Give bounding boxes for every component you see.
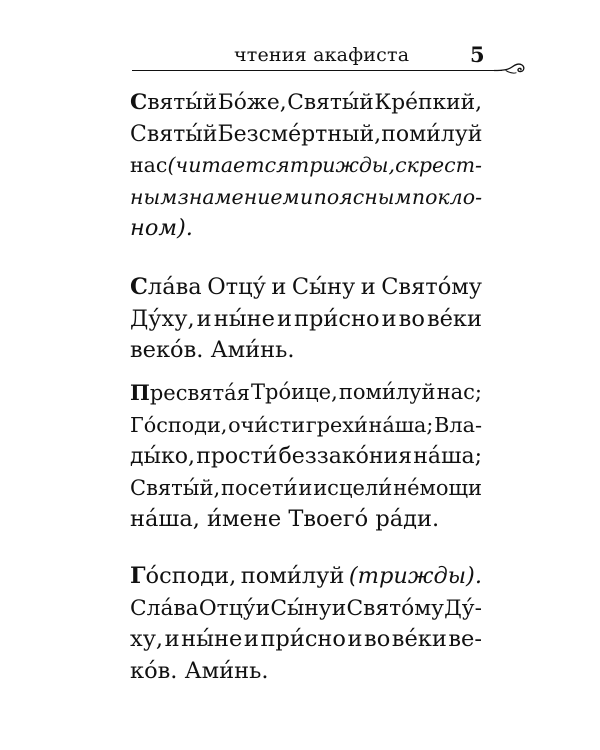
text-run: ды́ко, (130, 444, 196, 469)
word (300, 182, 313, 214)
word (339, 377, 436, 410)
text-run: во (364, 626, 391, 652)
word (374, 87, 482, 119)
word (287, 87, 373, 119)
word (130, 150, 167, 182)
text-run: ны́не (181, 626, 243, 652)
rubric-text: (читается (167, 153, 290, 177)
word (271, 272, 286, 304)
text-run: вяты́й (147, 90, 218, 115)
text-run: Безсме́ртный, (217, 121, 382, 147)
word (130, 561, 236, 593)
word (278, 441, 412, 473)
word (181, 624, 242, 656)
text-run: и (298, 475, 313, 500)
text-run: ко́в. Ами́нь. (130, 657, 269, 684)
word (130, 119, 217, 151)
text-run: очи́сти (228, 412, 306, 437)
rubric-text: и (299, 184, 314, 209)
text-run: Отцу́ (198, 595, 256, 621)
rubric-text: покло- (411, 184, 482, 209)
word (348, 624, 363, 656)
word (332, 593, 347, 625)
word (130, 304, 195, 336)
word (130, 593, 199, 625)
text-run: Го́споди, (130, 412, 228, 437)
prayer-paragraph-lord-have-mercy (130, 561, 482, 687)
word (165, 624, 180, 656)
text-run: ве́ки (426, 305, 482, 332)
word (196, 441, 277, 473)
word (130, 87, 217, 119)
word (369, 410, 434, 442)
word (448, 624, 482, 656)
running-header-title: чтения акафиста (234, 44, 410, 66)
word (251, 377, 338, 410)
text-run: на́ша, и́мене Твоего́ ра́ди. (130, 506, 440, 532)
text-run: Вла- (434, 412, 482, 437)
text-run: на́ша; (413, 444, 482, 469)
text-run: Сла́ва (130, 595, 199, 621)
rubric-text: ном). (130, 215, 193, 241)
text-run: и (347, 626, 363, 652)
word (178, 182, 300, 214)
text-run: о́споди, (145, 563, 237, 589)
text-run: при́сно (260, 626, 346, 652)
initial-letter: Г (130, 563, 146, 589)
text-run: во (398, 305, 425, 332)
initial-letter: П (130, 380, 150, 405)
text-run: поми́луй (240, 563, 345, 589)
text-run: и (243, 626, 259, 652)
word (130, 441, 195, 473)
text-run: нас; (436, 380, 482, 404)
word (270, 593, 331, 625)
word (298, 473, 312, 505)
text-run: Бо́же, (217, 90, 287, 115)
text-run: и (255, 595, 271, 621)
word (277, 304, 292, 336)
scroll-ornament-icon (494, 59, 528, 77)
word (382, 304, 397, 336)
word (399, 304, 425, 336)
text-run: и (164, 626, 180, 652)
text-run: ны́не (213, 305, 275, 332)
word (313, 473, 392, 505)
word (361, 272, 376, 304)
text-run: Сы́ну (291, 274, 356, 300)
initial-letter: С (130, 90, 148, 115)
text-run: ресвята́я (149, 381, 250, 405)
text-run: не́мощи (393, 475, 482, 500)
word (130, 410, 227, 442)
prayer-paragraph-holy-trinity (130, 377, 482, 536)
word (437, 377, 482, 410)
initial-letter: С (130, 274, 148, 300)
word (207, 272, 266, 304)
rubric-text: (трижды). (348, 563, 482, 589)
prayer-paragraph-trisagion (130, 87, 482, 245)
word (217, 119, 381, 151)
text-run: Святы́й (287, 90, 374, 115)
word (221, 473, 297, 505)
text-run: и (271, 274, 287, 300)
word (244, 624, 259, 656)
text-run: Кре́пкий, (374, 90, 482, 115)
text-run: исцели́ (313, 475, 393, 500)
word (413, 441, 482, 473)
word (306, 410, 368, 442)
rubric-text: с (395, 153, 407, 177)
word (241, 561, 345, 593)
word (218, 87, 287, 119)
word (130, 473, 220, 505)
text-run: веко́в. Ами́нь. (130, 337, 295, 363)
word (199, 593, 256, 625)
text-run: Сы́ну (270, 595, 332, 621)
word (395, 150, 406, 182)
word (346, 593, 443, 625)
page-number: 5 (470, 42, 485, 67)
word (256, 593, 271, 625)
word (444, 593, 482, 625)
text-run: на́ша; (368, 412, 434, 437)
word (393, 473, 482, 505)
text-run: нас (130, 153, 168, 177)
word (392, 624, 447, 656)
rubric-text: крест- (406, 153, 482, 177)
text-run: Святы́й (130, 121, 218, 147)
running-header (132, 44, 522, 74)
text-run: поми́луй (338, 380, 436, 404)
text-run: Ду́ху, (130, 305, 195, 332)
text-run: и (360, 274, 376, 300)
word (381, 272, 482, 304)
word (294, 304, 380, 336)
rubric-text: поясным (313, 184, 412, 209)
text-run: грехи́ (305, 412, 368, 437)
word (130, 624, 163, 656)
word (292, 272, 355, 304)
word (290, 150, 395, 182)
prayer-paragraph-glory (130, 272, 482, 367)
text-run: Свято́му (346, 595, 444, 621)
word (349, 561, 482, 593)
word (407, 150, 482, 182)
text-run: ху, (130, 626, 164, 652)
text-run: Ду́- (444, 595, 482, 621)
header-rule (132, 70, 502, 71)
rubric-text: трижды, (289, 153, 396, 177)
rubric-text: знамением (177, 184, 300, 209)
text-run: Отцу́ (207, 274, 266, 300)
word (314, 182, 412, 214)
word (167, 150, 289, 182)
text-run: прости́ (196, 444, 278, 469)
text-run: и (381, 305, 397, 332)
text-run: ве- (448, 626, 482, 652)
word (130, 377, 250, 410)
word (197, 304, 212, 336)
word (364, 624, 390, 656)
text-run: и (276, 305, 292, 332)
word (130, 182, 177, 214)
text-run: и (196, 305, 212, 332)
text-run: Свято́му (381, 274, 482, 300)
text-run: ла́ва (147, 274, 202, 300)
text-run: Святы́й, (130, 475, 221, 500)
word (381, 119, 482, 151)
word (434, 410, 482, 442)
text-run: Тро́ице, (251, 380, 338, 404)
text-run: и (331, 595, 347, 621)
word (427, 304, 482, 336)
rubric-text: ным (130, 184, 178, 209)
word (228, 410, 305, 442)
text-run: при́сно (294, 305, 380, 332)
word (412, 182, 482, 214)
text-run: посети́ (221, 475, 298, 500)
word (214, 304, 275, 336)
text-run: поми́луй (381, 121, 483, 147)
text-run: ве́ки (391, 626, 447, 652)
word (260, 624, 346, 656)
text-run: беззако́ния (278, 444, 413, 469)
word (130, 272, 202, 304)
